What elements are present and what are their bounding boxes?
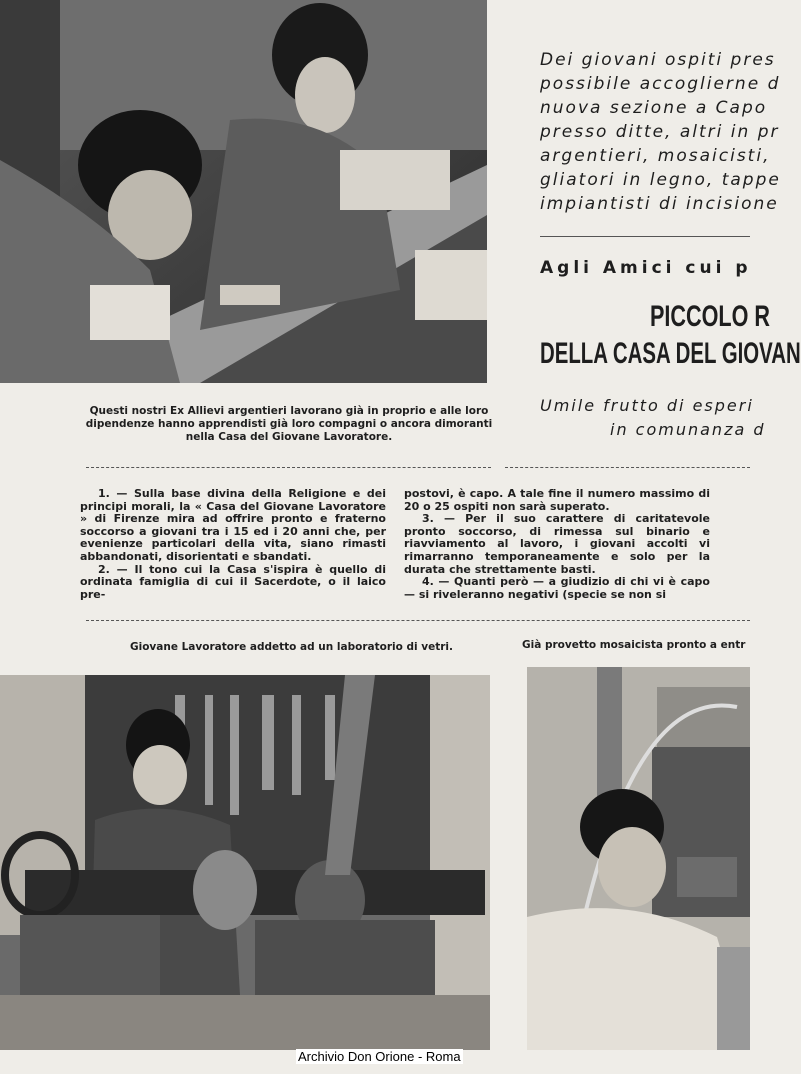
intro-line: gliatori in legno, tappe — [540, 170, 781, 190]
divider — [505, 467, 750, 468]
divider — [86, 620, 750, 621]
intro-line: presso ditte, altri in pr — [540, 122, 780, 142]
glass-lab-caption: Giovane Lavoratore addetto ad un laboratorio di vetri. — [130, 641, 453, 653]
glass-lab-photo — [0, 675, 490, 1050]
divider — [86, 467, 491, 468]
article-paragraph: 3. — Per il suo carattere di caritatevole pronto soccorso, di rimessa sul binario e riavviamento al lavoro, i giovani accolti vi rimarranno temporaneamente e solo per la durata che strettamente basti. — [404, 512, 710, 576]
article-paragraph: 1. — Sulla base divina della Religione e dei principi morali, la « Casa del Giovane Lavoratore » di Firenze mira ad offrire pronto e fraterno soccorso a giovani tra i 15 ed i 20 anni che, per evenienze particolari della vita, siano rimasti abbandonati, disorientati e sbandati. — [80, 487, 386, 563]
subtitle — [540, 394, 766, 442]
article-paragraph: postovi, è capo. A tale fine il numero massimo di 20 o 25 ospiti non sarà superato. — [404, 487, 710, 513]
article-paragraph: 2. — Il tono cui la Casa s'ispira è quello di ordinata famiglia di cui il Sacerdote, o il laico pre- — [80, 562, 386, 601]
silversmiths-photo — [0, 0, 487, 383]
intro-line: argentieri, mosaicisti, — [540, 146, 771, 166]
article-column-left — [80, 488, 386, 601]
mosaicist-photo — [527, 667, 750, 1050]
intro-line: nuova sezione a Capo — [540, 98, 768, 118]
top-photo-caption: Questi nostri Ex Allievi argentieri lavorano già in proprio e alle loro dipendenze hanno apprendisti già loro compagni o ancora dimoranti nella Casa del Giovane Lavoratore. — [85, 405, 493, 443]
intro-line: possibile accoglierne d — [540, 74, 781, 94]
section-heading: Agli Amici cui p — [540, 258, 752, 278]
article-paragraph: 4. — Quanti però — a giudizio di chi vi è capo — si riveleranno negativi (specie se non si — [404, 575, 710, 601]
subtitle-line: Umile frutto di esperi — [540, 396, 754, 415]
headline-wrapper — [540, 300, 801, 380]
archive-watermark: Archivio Don Orione - Roma — [298, 1049, 461, 1064]
intro-paragraph — [540, 48, 781, 216]
subtitle-line: in comunanza d — [610, 420, 766, 439]
headline-line-2: DELLA CASA DEL GIOVAN — [540, 337, 801, 370]
intro-line: Dei giovani ospiti pres — [540, 50, 776, 70]
article-column-right — [404, 488, 710, 601]
headline-line-1: PICCOLO R — [650, 300, 771, 333]
divider — [540, 236, 750, 237]
intro-line: impiantisti di incisione — [540, 194, 779, 214]
mosaicist-caption: Già provetto mosaicista pronto a entr — [522, 639, 746, 651]
